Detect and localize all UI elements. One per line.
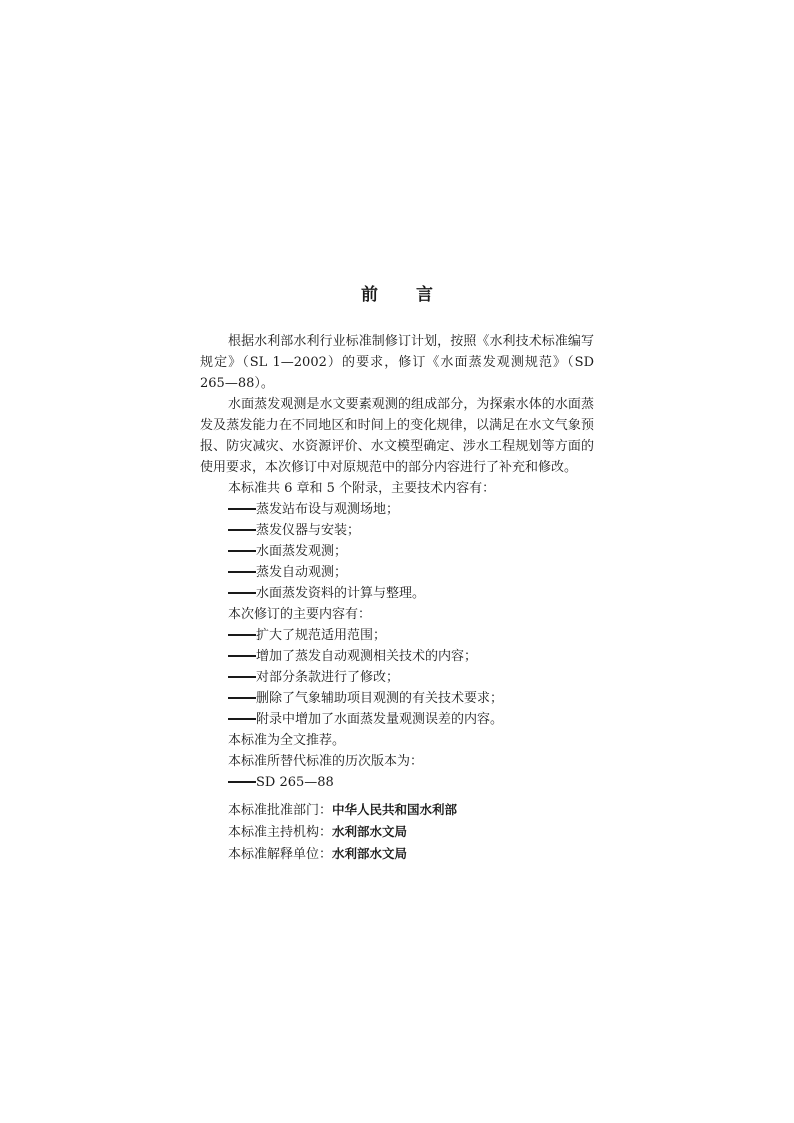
list-item: 水面蒸发观测； (200, 541, 594, 562)
list-item: 对部分条款进行了修改； (200, 667, 594, 688)
info-interpretation: 本标准解释单位：水利部水文局 (228, 846, 408, 862)
info-approval: 本标准批准部门：中华人民共和国水利部 (228, 802, 458, 818)
em-dash-icon (228, 634, 256, 636)
preface-body (200, 331, 594, 865)
content-intro: 本标准共 6 章和 5 个附录，主要技术内容有： (228, 481, 496, 496)
title-char-1: 前 (361, 285, 378, 305)
page-title (0, 280, 794, 305)
list-item: 水面蒸发资料的计算与整理。 (200, 583, 594, 604)
list-item: SD 265—88 (200, 772, 594, 793)
info-value: 中华人民共和国水利部 (332, 802, 458, 817)
em-dash-icon (228, 571, 256, 573)
revision-intro: 本次修订的主要内容有： (228, 607, 372, 622)
em-dash-icon (228, 550, 256, 552)
paragraph: 水面蒸发观测是水文要素观测的组成部分，为探索水体的水面蒸发及蒸发能力在不同地区和时间上的变化规律，以满足在水文气象预报、防灾减灾、水资源评价、水文模型确定、涉水工程规划等方面的使用要求，本次修订中对原规范中的部分内容进行了补充和修改。 (200, 397, 594, 475)
em-dash-icon (228, 718, 256, 720)
em-dash-icon (228, 529, 256, 531)
list-item: 蒸发站布设与观测场地； (200, 499, 594, 520)
list-item: 附录中增加了水面蒸发量观测误差的内容。 (200, 709, 594, 730)
list-item: 蒸发仪器与安装； (200, 520, 594, 541)
list-item: 增加了蒸发自动观测相关技术的内容； (200, 646, 594, 667)
recommendation: 本标准为全文推荐。 (228, 733, 346, 748)
em-dash-icon (228, 781, 256, 783)
em-dash-icon (228, 676, 256, 678)
list-item: 蒸发自动观测； (200, 562, 594, 583)
em-dash-icon (228, 508, 256, 510)
em-dash-icon (228, 697, 256, 699)
list-item: 删除了气象辅助项目观测的有关技术要求； (200, 688, 594, 709)
paragraph: 根据水利部水利行业标准制修订计划，按照《水利技术标准编写规定》（SL 1—2002）的要求，修订《水面蒸发观测规范》（SD 265—88）。 (200, 334, 594, 391)
replaced-intro: 本标准所替代标准的历次版本为： (228, 754, 424, 769)
info-value: 水利部水文局 (332, 824, 408, 839)
title-char-2: 言 (416, 285, 433, 305)
list-item: 扩大了规范适用范围； (200, 625, 594, 646)
em-dash-icon (228, 592, 256, 594)
info-host: 本标准主持机构：水利部水文局 (228, 824, 408, 840)
em-dash-icon (228, 655, 256, 657)
info-value: 水利部水文局 (332, 846, 408, 861)
